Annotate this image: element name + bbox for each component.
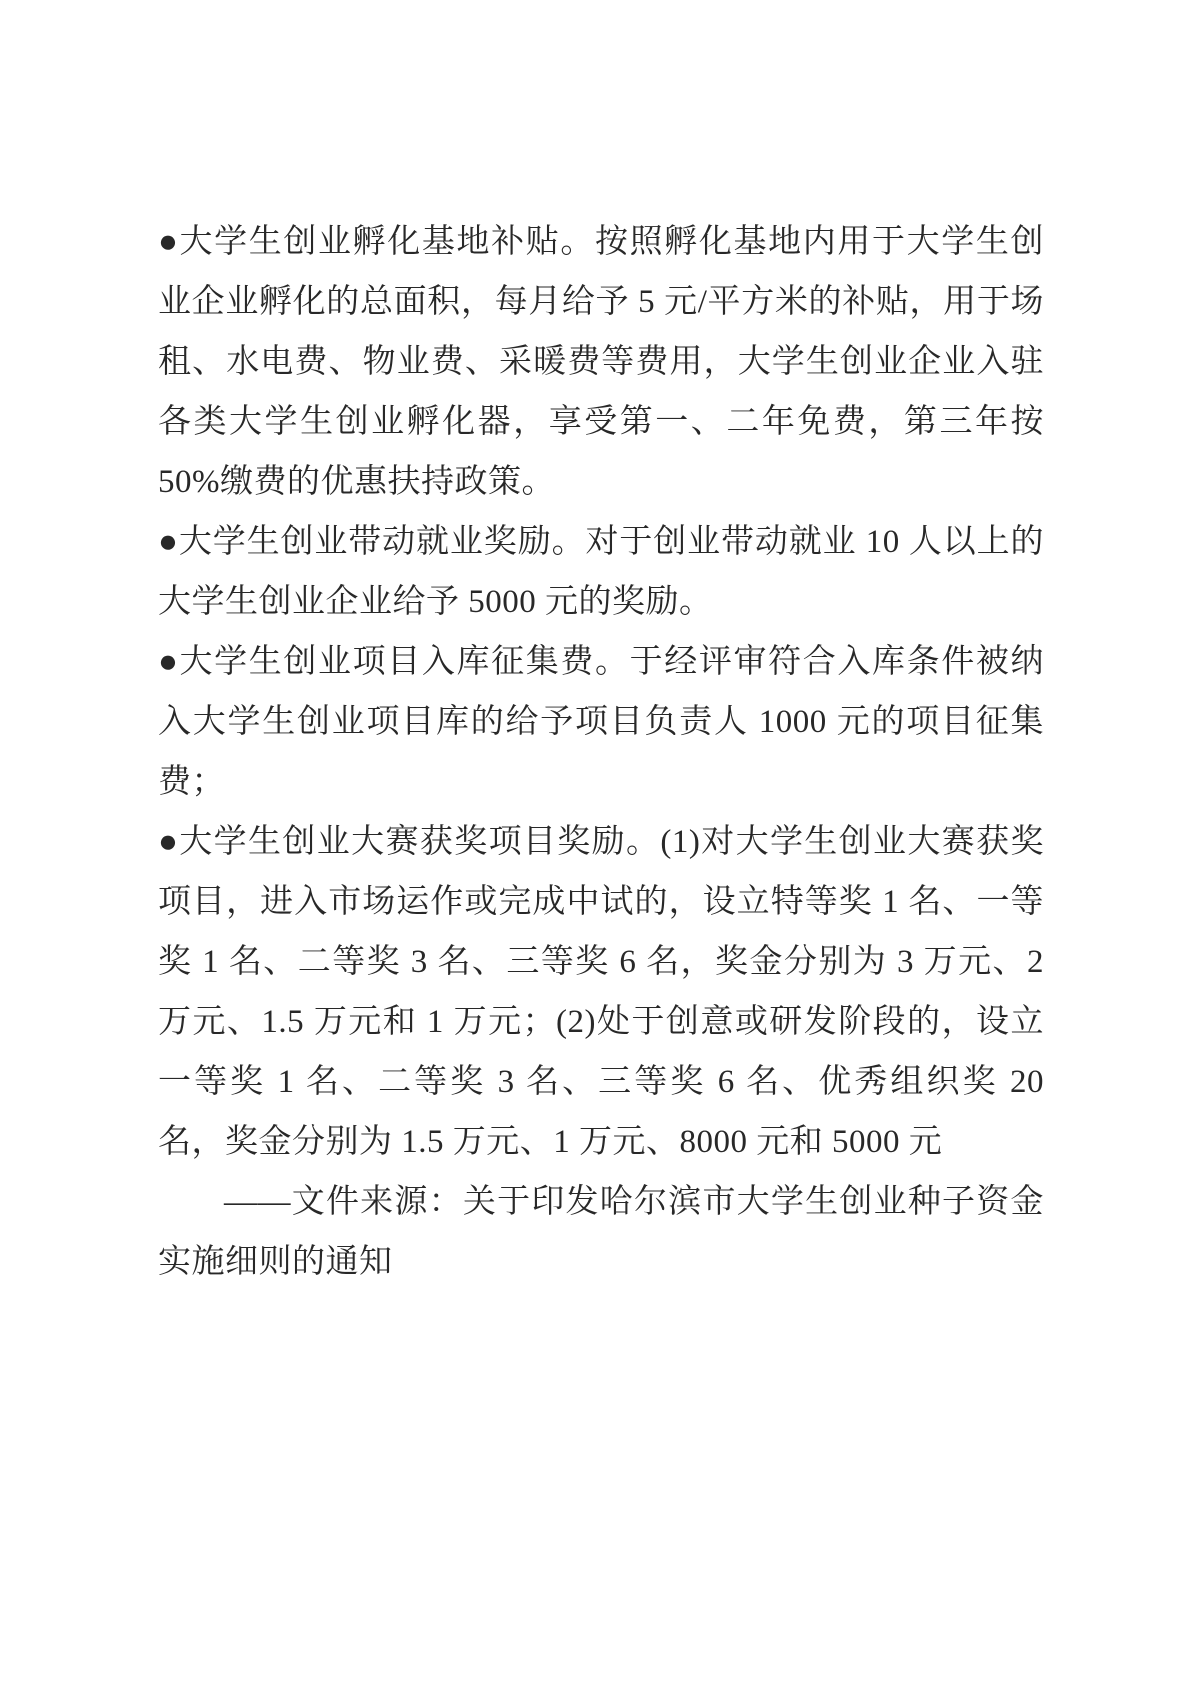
bullet-paragraph-competition-award: ●大学生创业大赛获奖项目奖励。(1)对大学生创业大赛获奖项目，进入市场运作或完成中试的，设立特等奖 1 名、一等奖 1 名、二等奖 3 名、三等奖 6 名，奖金分别为 3 万元、2 万元、1.5 万元和 1 万元；(2)处于创意或研发阶段的，设立一等奖 1 名、二等奖 3 名、三等奖 6 名、优秀组织奖 20 名，奖金分别为 1.5 万元、1 万元、8000 元和 5000 元 — [158, 824, 1044, 1160]
bullet-paragraph-incubation-base-subsidy: ●大学生创业孵化基地补贴。按照孵化基地内用于大学生创业企业孵化的总面积，每月给予 5 元/平方米的补贴，用于场租、水电费、物业费、采暖费等费用，大学生创业企业入驻各类大学生创业孵化器，享受第一、二年免费，第三年按 50%缴费的优惠扶持政策。 — [158, 224, 1044, 500]
bullet-paragraph-employment-driving-reward: ●大学生创业带动就业奖励。对于创业带动就业 10 人以上的大学生创业企业给予 5000 元的奖励。 — [158, 524, 1044, 620]
bullet-paragraph-project-collection-fee: ●大学生创业项目入库征集费。于经评审符合入库条件被纳入大学生创业项目库的给予项目负责人 1000 元的项目征集费； — [158, 644, 1044, 800]
source-attribution-line: ——文件来源：关于印发哈尔滨市大学生创业种子资金实施细则的通知 — [158, 1184, 1044, 1280]
document-body — [158, 212, 1044, 1292]
